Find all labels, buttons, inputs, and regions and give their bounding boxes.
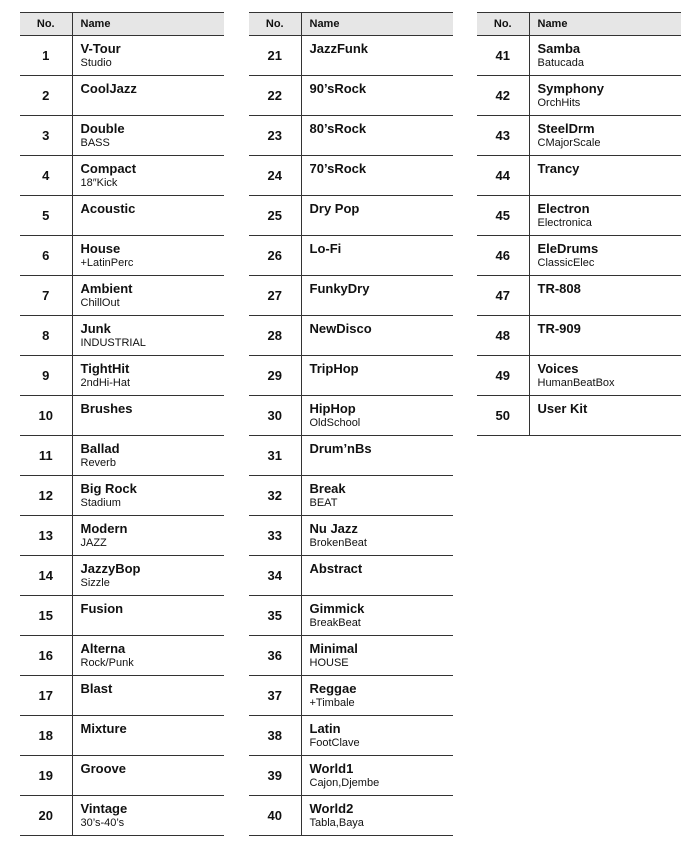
kit-name: Dry Pop <box>309 201 360 216</box>
kit-table-3 <box>477 12 681 436</box>
table-row <box>20 356 224 396</box>
kit-number: 32 <box>249 476 301 516</box>
kit-subname: Reverb <box>80 457 116 469</box>
kit-name-cell <box>72 76 224 116</box>
kit-number: 13 <box>20 516 72 556</box>
table-row <box>249 596 453 636</box>
table-row <box>249 316 453 356</box>
kit-number: 22 <box>249 76 301 116</box>
kit-name-cell <box>72 636 224 676</box>
kit-table-2 <box>249 12 453 836</box>
kit-name-cell <box>529 236 681 276</box>
kit-number: 12 <box>20 476 72 516</box>
kit-subname: 30’s-40’s <box>80 817 125 829</box>
table-row <box>20 676 224 716</box>
kit-name: Compact <box>80 161 137 176</box>
table-row <box>20 396 224 436</box>
kit-subname: BrokenBeat <box>309 537 367 549</box>
kit-name: Drum’nBs <box>309 441 372 456</box>
kit-subname: ClassicElec <box>537 257 595 269</box>
table-row <box>477 396 681 436</box>
kit-subname: Batucada <box>537 57 584 69</box>
kit-subname: Cajon,Djembe <box>309 777 380 789</box>
header-no: No. <box>477 13 529 36</box>
header-name: Name <box>529 13 681 36</box>
kit-name-cell <box>301 36 453 76</box>
kit-name-cell <box>72 476 224 516</box>
kit-name: World2 <box>309 801 354 816</box>
kit-name: Brushes <box>80 401 133 416</box>
kit-name-cell <box>301 396 453 436</box>
kit-number: 41 <box>477 36 529 76</box>
table-row <box>20 476 224 516</box>
kit-name-cell <box>301 156 453 196</box>
table-row <box>20 196 224 236</box>
kit-name-cell <box>72 36 224 76</box>
header-name: Name <box>301 13 453 36</box>
header-no: No. <box>249 13 301 36</box>
kit-name: Minimal <box>309 641 358 656</box>
table-row <box>20 436 224 476</box>
kit-number: 25 <box>249 196 301 236</box>
kit-name-cell <box>301 436 453 476</box>
kit-name: Samba <box>537 41 581 56</box>
kit-subname: Rock/Punk <box>80 657 134 669</box>
kit-subname: BreakBeat <box>309 617 361 629</box>
table-row <box>249 36 453 76</box>
kit-number: 16 <box>20 636 72 676</box>
kit-name: SteelDrm <box>537 121 595 136</box>
kit-number: 17 <box>20 676 72 716</box>
table-row <box>477 36 681 76</box>
kit-name-cell <box>72 156 224 196</box>
kit-number: 44 <box>477 156 529 196</box>
kit-subname: OldSchool <box>309 417 361 429</box>
table-row <box>20 516 224 556</box>
kit-name-cell <box>301 796 453 836</box>
kit-name-cell <box>72 396 224 436</box>
kit-number: 49 <box>477 356 529 396</box>
kit-name: TripHop <box>309 361 359 376</box>
table-row <box>477 76 681 116</box>
table-row <box>249 116 453 156</box>
kit-name: User Kit <box>537 401 588 416</box>
kit-number: 6 <box>20 236 72 276</box>
kit-number: 28 <box>249 316 301 356</box>
kit-number: 30 <box>249 396 301 436</box>
kit-name: Double <box>80 121 125 136</box>
kit-name: 70’sRock <box>309 161 367 176</box>
kit-name: Modern <box>80 521 128 536</box>
kit-name: Fusion <box>80 601 124 616</box>
table-row <box>20 116 224 156</box>
kit-subname: CMajorScale <box>537 137 601 149</box>
table-row <box>20 316 224 356</box>
kit-name-cell <box>301 316 453 356</box>
kit-number: 39 <box>249 756 301 796</box>
kit-name: Vintage <box>80 801 128 816</box>
kit-name-cell <box>72 756 224 796</box>
kit-subname: JAZZ <box>80 537 107 549</box>
kit-name: Alterna <box>80 641 126 656</box>
table-row <box>477 196 681 236</box>
kit-name-cell <box>301 116 453 156</box>
kit-name: Trancy <box>537 161 580 176</box>
table-row <box>20 796 224 836</box>
kit-subname: FootClave <box>309 737 360 749</box>
kit-number: 8 <box>20 316 72 356</box>
kit-name-cell <box>72 676 224 716</box>
table-row <box>249 76 453 116</box>
kit-number: 27 <box>249 276 301 316</box>
kit-name-cell <box>301 356 453 396</box>
kit-name-cell <box>301 76 453 116</box>
kit-subname: +Timbale <box>309 697 355 709</box>
kit-name: World1 <box>309 761 354 776</box>
kit-number: 47 <box>477 276 529 316</box>
kit-number: 40 <box>249 796 301 836</box>
kit-name: Ambient <box>80 281 133 296</box>
kit-name: Gimmick <box>309 601 365 616</box>
kit-name: Break <box>309 481 346 496</box>
kit-name-cell <box>72 276 224 316</box>
kit-name: House <box>80 241 121 256</box>
kit-name-cell <box>529 76 681 116</box>
kit-name: Reggae <box>309 681 357 696</box>
kit-subname: BASS <box>80 137 110 149</box>
kit-number: 35 <box>249 596 301 636</box>
kit-subname: Electronica <box>537 217 592 229</box>
kit-name: Mixture <box>80 721 127 736</box>
kit-number: 3 <box>20 116 72 156</box>
table-row <box>249 716 453 756</box>
kit-name: EleDrums <box>537 241 599 256</box>
kit-name: Big Rock <box>80 481 137 496</box>
kit-name: Abstract <box>309 561 363 576</box>
kit-number: 45 <box>477 196 529 236</box>
kit-number: 21 <box>249 36 301 76</box>
kit-name-cell <box>72 436 224 476</box>
table-row <box>249 636 453 676</box>
kit-table-1 <box>20 12 224 836</box>
kit-number: 9 <box>20 356 72 396</box>
kit-name: Symphony <box>537 81 604 96</box>
kit-number: 18 <box>20 716 72 756</box>
kit-name: Ballad <box>80 441 120 456</box>
kit-name-cell <box>72 316 224 356</box>
table-row <box>249 236 453 276</box>
kit-number: 43 <box>477 116 529 156</box>
kit-name-cell <box>301 716 453 756</box>
kit-subname: HumanBeatBox <box>537 377 615 389</box>
kit-name-cell <box>301 476 453 516</box>
kit-number: 26 <box>249 236 301 276</box>
kit-name-cell <box>72 236 224 276</box>
kit-name: JazzFunk <box>309 41 369 56</box>
kit-name: Acoustic <box>80 201 136 216</box>
kit-name: Voices <box>537 361 579 376</box>
kit-name-cell <box>301 236 453 276</box>
table-row <box>249 356 453 396</box>
kit-number: 2 <box>20 76 72 116</box>
kit-number: 42 <box>477 76 529 116</box>
kit-number: 7 <box>20 276 72 316</box>
kit-name-cell <box>529 316 681 356</box>
table-row <box>20 36 224 76</box>
kit-name-cell <box>72 716 224 756</box>
kit-name-cell <box>529 156 681 196</box>
table-row <box>249 756 453 796</box>
table-row <box>20 276 224 316</box>
table-row <box>20 156 224 196</box>
table-row <box>249 796 453 836</box>
kit-subname: BEAT <box>309 497 338 509</box>
kit-number: 38 <box>249 716 301 756</box>
kit-subname: Sizzle <box>80 577 110 589</box>
kit-subname: Stadium <box>80 497 121 509</box>
table-row <box>20 236 224 276</box>
table-row <box>249 156 453 196</box>
kit-name-cell <box>72 796 224 836</box>
kit-name: Groove <box>80 761 127 776</box>
kit-number: 31 <box>249 436 301 476</box>
header-no: No. <box>20 13 72 36</box>
table-row <box>20 636 224 676</box>
kit-number: 14 <box>20 556 72 596</box>
kit-number: 20 <box>20 796 72 836</box>
kit-name-cell <box>301 636 453 676</box>
kit-name: TR-808 <box>537 281 581 296</box>
kit-name-cell <box>529 396 681 436</box>
kit-name-cell <box>529 196 681 236</box>
kit-number: 48 <box>477 316 529 356</box>
header-name: Name <box>72 13 224 36</box>
kit-name: 80’sRock <box>309 121 367 136</box>
kit-name: TightHit <box>80 361 130 376</box>
kit-name-cell <box>301 756 453 796</box>
kit-subname: ChillOut <box>80 297 120 309</box>
kit-name: TR-909 <box>537 321 581 336</box>
table-row <box>249 436 453 476</box>
kit-name: V-Tour <box>80 41 121 56</box>
kit-name-cell <box>72 196 224 236</box>
kit-name: Blast <box>80 681 113 696</box>
kit-name-cell <box>301 676 453 716</box>
kit-number: 4 <box>20 156 72 196</box>
kit-name: CoolJazz <box>80 81 137 96</box>
kit-name-cell <box>72 356 224 396</box>
kit-name: Latin <box>309 721 341 736</box>
kit-name-cell <box>529 36 681 76</box>
kit-subname: 18″Kick <box>80 177 118 189</box>
kit-number: 11 <box>20 436 72 476</box>
table-row <box>477 116 681 156</box>
kit-subname: OrchHits <box>537 97 581 109</box>
kit-number: 37 <box>249 676 301 716</box>
kit-number: 33 <box>249 516 301 556</box>
table-row <box>20 756 224 796</box>
kit-subname: +LatinPerc <box>80 257 134 269</box>
table-row <box>20 556 224 596</box>
table-row <box>20 716 224 756</box>
kit-number: 50 <box>477 396 529 436</box>
kit-subname: INDUSTRIAL <box>80 337 146 349</box>
kit-subname: Tabla,Baya <box>309 817 364 829</box>
kit-name: Electron <box>537 201 590 216</box>
kit-number: 19 <box>20 756 72 796</box>
table-row <box>20 596 224 636</box>
kit-name-cell <box>72 596 224 636</box>
kit-name-cell <box>301 556 453 596</box>
kit-name: 90’sRock <box>309 81 367 96</box>
table-row <box>477 276 681 316</box>
table-row <box>477 236 681 276</box>
table-row <box>249 276 453 316</box>
table-row <box>249 516 453 556</box>
kit-name-cell <box>301 276 453 316</box>
kit-subname: 2ndHi-Hat <box>80 377 131 389</box>
table-row <box>249 556 453 596</box>
table-row <box>477 156 681 196</box>
kit-number: 1 <box>20 36 72 76</box>
kit-name-cell <box>72 556 224 596</box>
table-row <box>249 476 453 516</box>
kit-name-cell <box>301 196 453 236</box>
kit-number: 5 <box>20 196 72 236</box>
kit-name-cell <box>529 276 681 316</box>
kit-number: 36 <box>249 636 301 676</box>
kit-name-cell <box>72 516 224 556</box>
kit-name-cell <box>301 516 453 556</box>
kit-number: 15 <box>20 596 72 636</box>
table-row <box>20 76 224 116</box>
kit-number: 24 <box>249 156 301 196</box>
kit-name: Junk <box>80 321 111 336</box>
kit-name: Lo-Fi <box>309 241 342 256</box>
kit-name-cell <box>529 116 681 156</box>
table-row <box>477 316 681 356</box>
kit-name: Nu Jazz <box>309 521 358 536</box>
table-row <box>249 676 453 716</box>
kit-name-cell <box>72 116 224 156</box>
kit-name: JazzyBop <box>80 561 141 576</box>
kit-number: 29 <box>249 356 301 396</box>
kit-name: NewDisco <box>309 321 372 336</box>
kit-name: HipHop <box>309 401 356 416</box>
table-row <box>249 396 453 436</box>
kit-subname: Studio <box>80 57 112 69</box>
kit-number: 46 <box>477 236 529 276</box>
table-row <box>477 356 681 396</box>
table-row <box>249 196 453 236</box>
kit-name-cell <box>301 596 453 636</box>
kit-number: 23 <box>249 116 301 156</box>
kit-subname: HOUSE <box>309 657 349 669</box>
kit-name: FunkyDry <box>309 281 370 296</box>
kit-number: 34 <box>249 556 301 596</box>
kit-name-cell <box>529 356 681 396</box>
kit-number: 10 <box>20 396 72 436</box>
